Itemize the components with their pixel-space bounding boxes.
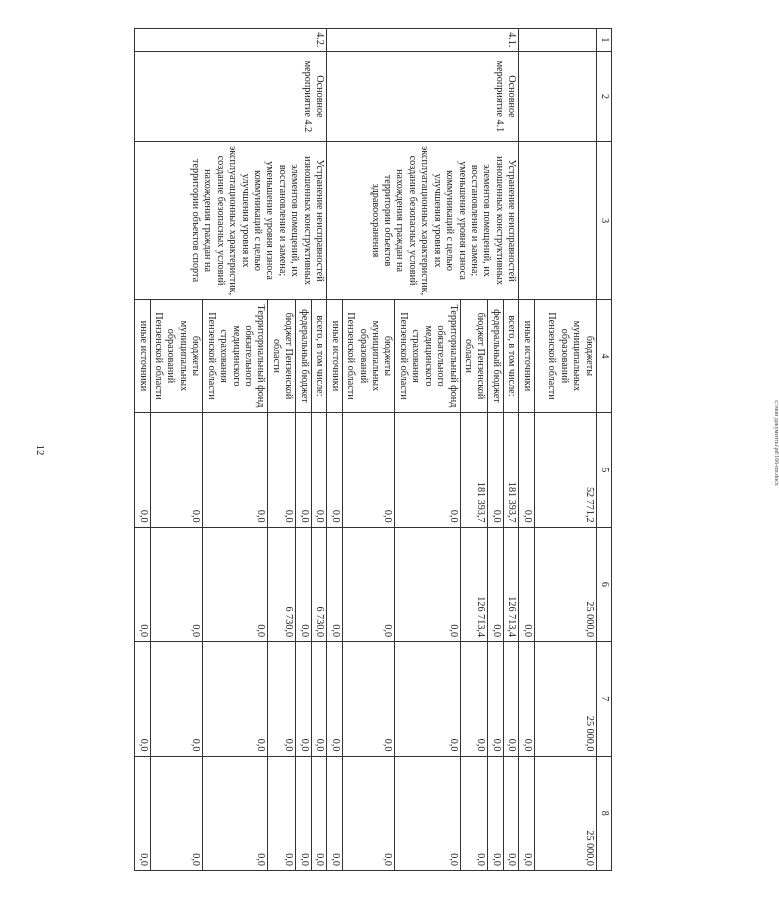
source-cell: федеральный бюджет bbox=[488, 299, 503, 412]
value-cell: 25 000,0 bbox=[534, 527, 596, 641]
measure-number: 4.2. bbox=[135, 29, 327, 52]
source-cell: федеральный бюджет bbox=[296, 299, 311, 412]
col-header-7: 7 bbox=[596, 642, 611, 756]
value-cell: 0,0 bbox=[488, 527, 503, 641]
value-cell: 0,0 bbox=[342, 756, 395, 871]
source-cell: бюджеты муниципальных образований Пензенской области bbox=[150, 299, 203, 412]
measure-name: Основное мероприятие 4.1 bbox=[327, 51, 519, 142]
source-cell: бюджеты муниципальных образований Пензенской области bbox=[534, 299, 596, 412]
source-cell: Территориальный фонд обязательного медицинского страхования Пензенской области bbox=[395, 299, 460, 412]
document-table-wrapper bbox=[92, 28, 612, 871]
value-cell: 0,0 bbox=[460, 756, 488, 871]
page-number: 12 bbox=[34, 444, 46, 456]
value-cell: 0,0 bbox=[342, 527, 395, 641]
source-cell: всего, в том числе: bbox=[311, 299, 326, 412]
value-cell: 0,0 bbox=[327, 642, 342, 756]
col-header-5: 5 bbox=[596, 413, 611, 527]
value-cell: 0,0 bbox=[395, 642, 460, 756]
measure-name: Основное мероприятие 4.2 bbox=[135, 51, 327, 142]
rotated-page-content bbox=[92, 28, 612, 871]
col-header-6: 6 bbox=[596, 527, 611, 641]
value-cell: 0,0 bbox=[311, 413, 326, 527]
value-cell: 0,0 bbox=[135, 756, 150, 871]
value-cell: 0,0 bbox=[150, 756, 203, 871]
value-cell: 0,0 bbox=[327, 413, 342, 527]
col-header-2: 2 bbox=[596, 51, 611, 142]
table-row bbox=[534, 29, 596, 871]
value-cell: 0,0 bbox=[296, 642, 311, 756]
measure-description: Устранение неисправностей изношенных конструктивных элементов помещений, их восстановление и замена; уменьшение уровня износа коммуникаций с целью улучшения уровня их эксплуатационных характеристик, создание безопасных условий нахождения граждан на территории объектов здравоохранения bbox=[327, 142, 519, 300]
footer-file-path: c:\мои документы\pd\166-пп.docx bbox=[773, 400, 779, 486]
source-cell: всего, в том числе: bbox=[503, 299, 518, 412]
value-cell: 0,0 bbox=[268, 642, 296, 756]
value-cell: 0,0 bbox=[342, 413, 395, 527]
value-cell: 0,0 bbox=[135, 642, 150, 756]
value-cell: 0,0 bbox=[488, 756, 503, 871]
value-cell: 0,0 bbox=[296, 527, 311, 641]
value-cell: 126 713,4 bbox=[460, 527, 488, 641]
value-cell: 0,0 bbox=[488, 413, 503, 527]
value-cell: 0,0 bbox=[268, 413, 296, 527]
value-cell: 0,0 bbox=[203, 527, 268, 641]
source-cell: бюджеты муниципальных образований Пензенской области bbox=[342, 299, 395, 412]
value-cell: 0,0 bbox=[203, 756, 268, 871]
col-header-8: 8 bbox=[596, 756, 611, 871]
value-cell: 0,0 bbox=[135, 413, 150, 527]
value-cell: 0,0 bbox=[460, 642, 488, 756]
value-cell: 0,0 bbox=[203, 642, 268, 756]
measure-number: 4.1. bbox=[327, 29, 519, 52]
source-cell: бюджет Пензенской области bbox=[460, 299, 488, 412]
measure-description: Устранение неисправностей изношенных конструктивных элементов помещений, их восстановление и замена; уменьшение уровня износа коммуникаций с целью улучшения уровня их эксплуатационных характеристик, создание безопасных условий нахождения граждан на территории объектов спорта bbox=[135, 142, 327, 300]
value-cell: 25 000,0 bbox=[534, 756, 596, 871]
value-cell: 25 000,0 bbox=[534, 642, 596, 756]
value-cell: 0,0 bbox=[519, 527, 534, 641]
value-cell: 6 730,0 bbox=[268, 527, 296, 641]
value-cell: 0,0 bbox=[519, 413, 534, 527]
source-cell: иные источники bbox=[519, 299, 534, 412]
value-cell: 52 771,2 bbox=[534, 413, 596, 527]
value-cell: 0,0 bbox=[150, 642, 203, 756]
value-cell: 0,0 bbox=[203, 413, 268, 527]
value-cell: 0,0 bbox=[311, 756, 326, 871]
value-cell: 0,0 bbox=[488, 642, 503, 756]
column-number-row bbox=[596, 29, 611, 871]
value-cell: 181 393,7 bbox=[503, 413, 518, 527]
value-cell: 0,0 bbox=[503, 642, 518, 756]
value-cell: 0,0 bbox=[296, 756, 311, 871]
col-header-3: 3 bbox=[596, 142, 611, 300]
value-cell: 0,0 bbox=[519, 756, 534, 871]
value-cell: 0,0 bbox=[311, 642, 326, 756]
measure-4-2-row bbox=[311, 29, 326, 871]
value-cell: 0,0 bbox=[327, 527, 342, 641]
value-cell: 0,0 bbox=[342, 642, 395, 756]
value-cell: 0,0 bbox=[395, 527, 460, 641]
source-cell: иные источники bbox=[135, 299, 150, 412]
value-cell: 0,0 bbox=[268, 756, 296, 871]
value-cell: 0,0 bbox=[150, 527, 203, 641]
value-cell: 0,0 bbox=[327, 756, 342, 871]
source-cell: бюджет Пензенской области bbox=[268, 299, 296, 412]
col-header-1: 1 bbox=[596, 29, 611, 52]
value-cell: 0,0 bbox=[150, 413, 203, 527]
source-cell: Территориальный фонд обязательного медицинского страхования Пензенской области bbox=[203, 299, 268, 412]
value-cell: 0,0 bbox=[296, 413, 311, 527]
value-cell: 126 713,4 bbox=[503, 527, 518, 641]
col-header-4: 4 bbox=[596, 299, 611, 412]
value-cell: 0,0 bbox=[395, 756, 460, 871]
value-cell: 0,0 bbox=[503, 756, 518, 871]
value-cell: 6 730,0 bbox=[311, 527, 326, 641]
source-cell: иные источники bbox=[327, 299, 342, 412]
value-cell: 0,0 bbox=[135, 527, 150, 641]
value-cell: 0,0 bbox=[395, 413, 460, 527]
value-cell: 0,0 bbox=[519, 642, 534, 756]
value-cell: 181 393,7 bbox=[460, 413, 488, 527]
funding-table bbox=[134, 28, 612, 871]
measure-4-1-row bbox=[503, 29, 518, 871]
